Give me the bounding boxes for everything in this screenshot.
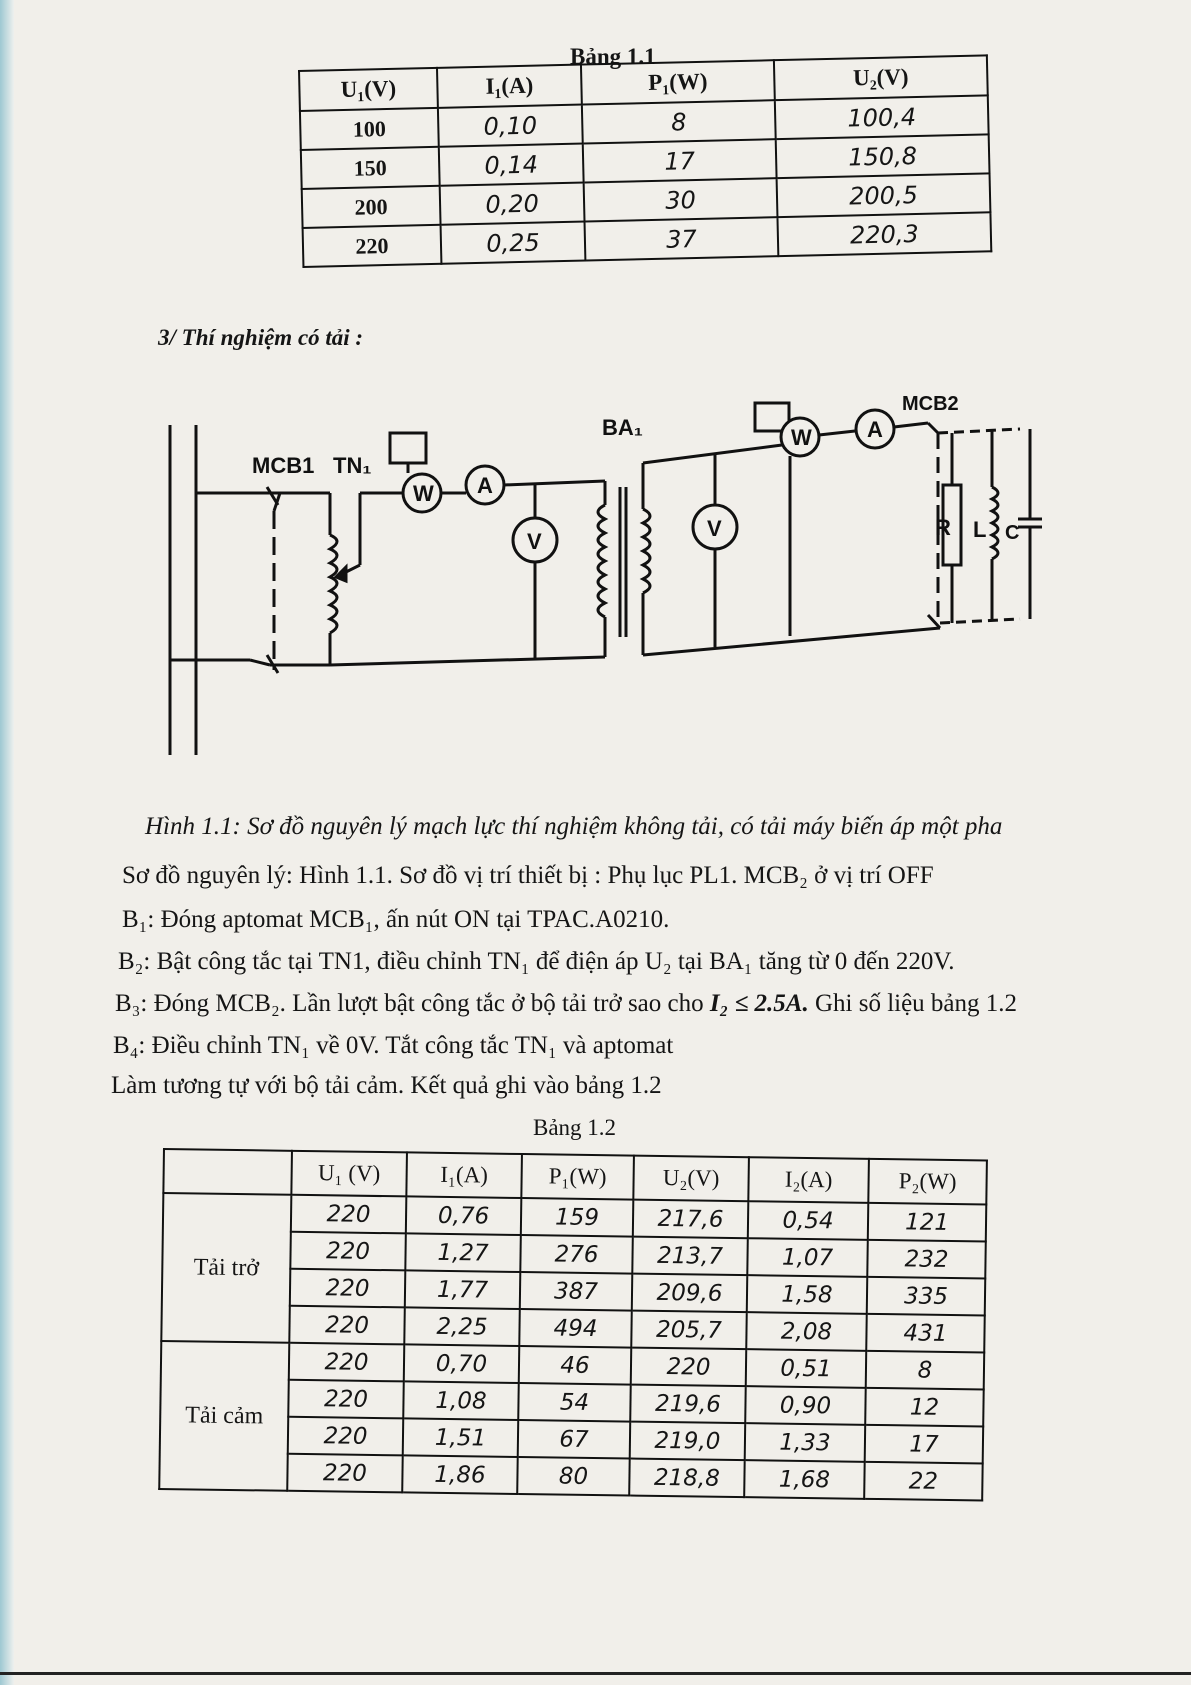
load-inductor <box>992 487 998 559</box>
cell-p1: 159 <box>521 1198 634 1237</box>
cell-u1: 100 <box>300 108 439 150</box>
cell-p2: 22 <box>864 1462 983 1501</box>
cell-p2: 8 <box>866 1351 985 1390</box>
cell-u1: 220 <box>290 1232 406 1271</box>
cell-i2: 2,08 <box>746 1312 867 1351</box>
header-i1: I₁(A) <box>406 1152 522 1198</box>
cell-i1: 1,77 <box>405 1270 521 1309</box>
voltmeter-1-label: V <box>527 529 542 554</box>
cell-i2: 1,58 <box>747 1275 868 1314</box>
header-u1: U₁(V) <box>299 68 438 111</box>
cell-i2: 1,68 <box>744 1460 865 1499</box>
cell-u2: 219,0 <box>630 1422 746 1461</box>
cell-p1: 276 <box>520 1235 633 1274</box>
cell-i1: 0,20 <box>440 183 585 225</box>
label-mcb1: MCB1 <box>252 453 315 478</box>
section-heading: 3/ Thí nghiệm có tải : <box>158 325 364 350</box>
cell-p1: 54 <box>518 1383 631 1422</box>
cell-i1: 1,08 <box>403 1381 519 1420</box>
cell-p2: 12 <box>865 1388 984 1427</box>
cell-i1: 2,25 <box>404 1307 520 1346</box>
cell-u2: 217,6 <box>633 1200 749 1239</box>
procedure-step-2: B₂: Bật công tắc tại TN1, điều chỉnh TN₁ để điện áp U₂ tại BA₁ tăng từ 0 đến 220V. <box>118 948 955 975</box>
table-1-2-caption: Bảng 1.2 <box>533 1115 617 1140</box>
step-3-condition: I₂ ≤ 2.5A. <box>709 990 809 1017</box>
wire <box>643 445 782 463</box>
cell-u2: 150,8 <box>776 134 990 178</box>
cell-u2: 220 <box>631 1348 747 1387</box>
wire <box>330 657 605 665</box>
label-tn1: TN₁ <box>333 453 372 478</box>
cell-p2: 335 <box>867 1277 986 1316</box>
ba1-transformer <box>598 463 650 657</box>
procedure-step-4: B₄: Điều chỉnh TN₁ về 0V. Tắt công tắc TN₁ và aptomat <box>113 1032 674 1059</box>
cell-p1: 8 <box>582 100 776 143</box>
cell-p2: 431 <box>866 1314 985 1353</box>
header-i2: I₂(A) <box>748 1157 869 1203</box>
cell-i2: 0,54 <box>748 1201 869 1240</box>
header-u2: U₂(V) <box>774 55 988 100</box>
cell-i1: 0,25 <box>441 222 586 264</box>
procedure-line: Sơ đồ nguyên lý: Hình 1.1. Sơ đồ vị trí thiết bị : Phụ lục PL1. MCB₂ ở vị trí OFF <box>122 862 934 889</box>
group-label-resistive: Tải trở <box>161 1193 291 1343</box>
cell-u2: 100,4 <box>775 95 989 139</box>
table-1-1 <box>298 54 992 268</box>
cell-i1: 0,10 <box>438 105 583 147</box>
label-capacitor: C <box>1005 522 1020 544</box>
wire <box>504 481 605 485</box>
procedure-step-1: B₁: Đóng aptomat MCB₁, ấn nút ON tại TPAC.A0210. <box>122 906 670 933</box>
wire <box>819 431 855 435</box>
cell-u1: 220 <box>303 225 442 267</box>
step-3-text-end: Ghi số liệu bảng 1.2 <box>808 990 1018 1017</box>
voltmeter-2-label: V <box>707 516 722 541</box>
header-p1: P₁(W) <box>521 1154 634 1200</box>
cell-p1: 494 <box>519 1309 632 1348</box>
cell-u1: 220 <box>289 1306 405 1345</box>
cell-i2: 0,51 <box>746 1349 867 1388</box>
cell-p1: 67 <box>518 1420 631 1459</box>
cell-i1: 1,27 <box>405 1233 521 1272</box>
cell-u2: 205,7 <box>631 1311 747 1350</box>
figure-caption: Hình 1.1: Sơ đồ nguyên lý mạch lực thí nghiệm không tải, có tải máy biến áp một pha <box>145 813 1003 840</box>
cell-p1: 37 <box>585 217 779 260</box>
page-edge <box>0 0 14 1685</box>
header-u2: U₂(V) <box>633 1156 749 1202</box>
cell-i1: 0,76 <box>406 1196 522 1235</box>
ammeter-2-label: A <box>867 417 883 442</box>
cell-p2: 121 <box>868 1203 987 1242</box>
header-i1: I₁(A) <box>437 65 582 108</box>
table-1-2 <box>158 1148 988 1501</box>
procedure-note: Làm tương tự với bộ tải cảm. Kết quả ghi vào bảng 1.2 <box>111 1072 662 1099</box>
wattmeter-2-label: W <box>791 425 812 450</box>
cell-u1: 220 <box>288 1380 404 1419</box>
label-inductor: L <box>973 517 987 542</box>
cell-u1: 220 <box>287 1454 403 1493</box>
header-p2: P₂(W) <box>868 1159 987 1205</box>
cell-u2: 200,5 <box>777 173 991 217</box>
wire <box>894 423 928 427</box>
cell-u1: 220 <box>290 1269 406 1308</box>
cell-p1: 17 <box>583 139 777 182</box>
cell-i2: 0,90 <box>745 1386 866 1425</box>
cell-p1: 46 <box>519 1346 632 1385</box>
group-label-inductive: Tải cảm <box>159 1341 289 1491</box>
cell-u1: 220 <box>289 1343 405 1382</box>
cell-u2: 213,7 <box>632 1237 748 1276</box>
cell-u2: 219,6 <box>630 1385 746 1424</box>
wattmeter-1-label: W <box>413 481 434 506</box>
page-bottom-rule <box>0 1672 1191 1675</box>
procedure-step-3 <box>115 990 1017 1018</box>
table-1-1-caption: Bảng 1.1 <box>570 44 656 69</box>
tn1-autotransformer <box>330 493 360 665</box>
cell-i2: 1,33 <box>745 1423 866 1462</box>
header-p1: P₁(W) <box>581 60 775 104</box>
wattmeter-voltage-coil <box>390 433 426 463</box>
cell-u1: 220 <box>288 1417 404 1456</box>
cell-u2: 218,8 <box>629 1459 745 1498</box>
ammeter-1-label: A <box>477 473 493 498</box>
label-mcb2: MCB2 <box>902 393 959 415</box>
cell-p1: 387 <box>520 1272 633 1311</box>
cell-p1: 30 <box>584 178 778 221</box>
mcb1-breaker <box>250 487 280 673</box>
cell-p2: 17 <box>865 1425 984 1464</box>
header-u1: U₁ (V) <box>291 1151 407 1197</box>
step-3-text: B₃: Đóng MCB₂. Lần lượt bật công tắc ở bộ tải trở sao cho <box>115 990 710 1017</box>
cell-u1: 200 <box>302 186 441 228</box>
cell-i1: 1,51 <box>403 1418 519 1457</box>
cell-i1: 0,14 <box>439 144 584 186</box>
cell-u2: 209,6 <box>632 1274 748 1313</box>
cell-i1: 1,86 <box>402 1455 518 1494</box>
cell-i1: 0,70 <box>404 1344 520 1383</box>
header-group <box>163 1149 292 1195</box>
cell-u1: 150 <box>301 147 440 189</box>
cell-u1: 220 <box>291 1195 407 1234</box>
cell-i2: 1,07 <box>747 1238 868 1277</box>
label-resistor: R <box>935 515 951 540</box>
cell-p2: 232 <box>867 1240 986 1279</box>
label-ba1: BA₁ <box>602 415 643 440</box>
circuit-diagram <box>150 393 1120 765</box>
cell-u2: 220,3 <box>777 212 991 256</box>
cell-p1: 80 <box>517 1457 630 1496</box>
